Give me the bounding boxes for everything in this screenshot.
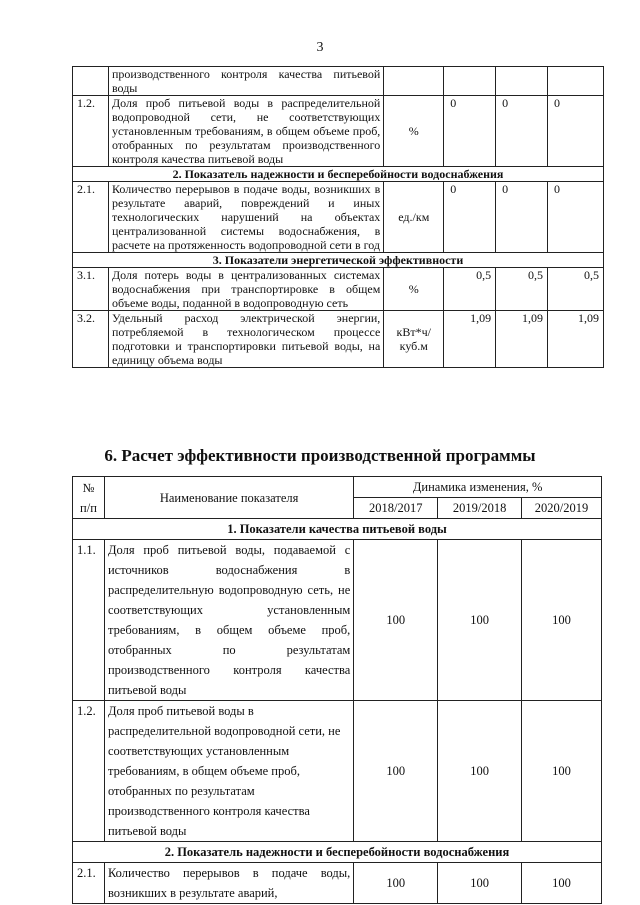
table-row bbox=[73, 863, 602, 904]
row-unit: % bbox=[384, 268, 444, 311]
row-value: 0 bbox=[444, 96, 496, 167]
table-row bbox=[73, 67, 604, 96]
row-value: 0,5 bbox=[548, 268, 604, 311]
row-number: 1.1. bbox=[73, 540, 105, 701]
row-number: 2.1. bbox=[73, 863, 105, 904]
row-number: 1.2. bbox=[73, 96, 109, 167]
row-value: 100 bbox=[438, 701, 522, 842]
header-dynamics: Динамика изменения, % bbox=[354, 477, 602, 498]
row-number: 3.1. bbox=[73, 268, 109, 311]
row-value: 100 bbox=[438, 540, 522, 701]
row-number: 3.2. bbox=[73, 311, 109, 368]
row-description: Количество перерывов в подаче воды, возникших в результате аварий, bbox=[104, 863, 353, 904]
row-unit: % bbox=[384, 96, 444, 167]
header-year: 2019/2018 bbox=[438, 498, 522, 519]
table-row bbox=[73, 311, 604, 368]
section-header bbox=[73, 842, 602, 863]
row-value: 0 bbox=[548, 96, 604, 167]
indicators-table bbox=[72, 66, 604, 368]
section-header bbox=[73, 253, 604, 268]
row-value: 1,09 bbox=[444, 311, 496, 368]
table-row bbox=[73, 96, 604, 167]
row-value: 1,09 bbox=[496, 311, 548, 368]
row-value: 100 bbox=[354, 540, 438, 701]
header-name: Наименование показателя bbox=[104, 477, 353, 519]
row-description: производственного контроля качества питьевой воды bbox=[108, 67, 383, 96]
row-value: 0 bbox=[496, 182, 548, 253]
section-title: 1. Показатели качества питьевой воды bbox=[73, 519, 602, 540]
header-year: 2018/2017 bbox=[354, 498, 438, 519]
section-header bbox=[73, 519, 602, 540]
row-number: 2.1. bbox=[73, 182, 109, 253]
row-value: 100 bbox=[438, 863, 522, 904]
row-value: 0,5 bbox=[444, 268, 496, 311]
table-row bbox=[73, 540, 602, 701]
row-description: Удельный расход электрической энергии, потребляемой в технологическом процессе подготовки и транспортировки питьевой воды, на единицу объема воды bbox=[108, 311, 383, 368]
row-unit: ед./км bbox=[384, 182, 444, 253]
row-number: 1.2. bbox=[73, 701, 105, 842]
row-value: 0,5 bbox=[496, 268, 548, 311]
section-heading: 6. Расчет эффективности производственной программы bbox=[104, 446, 536, 465]
header-year: 2020/2019 bbox=[522, 498, 602, 519]
row-description: Количество перерывов в подаче воды, возникших в результате аварий, повреждений и иных технологических нарушений на объектах централизованной системы водоснабжения, в расчете на протяженность водопроводной сети в год bbox=[108, 182, 383, 253]
row-value: 0 bbox=[548, 182, 604, 253]
row-description: Доля проб питьевой воды в распределительной водопроводной сети, не соответствующих установленным требованиям, в общем объеме проб, отобранных по результатам производственного контроля качества питьевой воды bbox=[108, 96, 383, 167]
row-value: 0 bbox=[444, 182, 496, 253]
row-description: Доля потерь воды в централизованных системах водоснабжения при транспортировке в общем объеме воды, поданной в водопроводную сеть bbox=[108, 268, 383, 311]
section-title: 3. Показатели энергетической эффективности bbox=[73, 253, 604, 268]
table-row bbox=[73, 701, 602, 842]
table-row bbox=[73, 182, 604, 253]
efficiency-table bbox=[72, 476, 602, 904]
row-number bbox=[73, 67, 109, 96]
table-row bbox=[73, 268, 604, 311]
row-value: 100 bbox=[522, 863, 602, 904]
section-title: 2. Показатель надежности и бесперебойности водоснабжения bbox=[73, 842, 602, 863]
row-value: 100 bbox=[354, 701, 438, 842]
section-title: 2. Показатель надежности и бесперебойности водоснабжения bbox=[73, 167, 604, 182]
row-value: 100 bbox=[522, 701, 602, 842]
header-number: № п/п bbox=[73, 477, 105, 519]
row-value: 100 bbox=[522, 540, 602, 701]
section-header bbox=[73, 167, 604, 182]
row-description: Доля проб питьевой воды в распределительной водопроводной сети, не соответствующих установленным требованиям, в общем объеме проб, отобранных по результатам производственного контроля качества питьевой воды bbox=[104, 701, 353, 842]
row-value: 1,09 bbox=[548, 311, 604, 368]
row-description: Доля проб питьевой воды, подаваемой с источников водоснабжения в распределительную водопроводную сеть, не соответствующих установленным требованиям, в общем объеме проб, отобранных по результатам производственного контроля качества питьевой воды bbox=[104, 540, 353, 701]
row-value: 0 bbox=[496, 96, 548, 167]
row-value: 100 bbox=[354, 863, 438, 904]
row-unit: кВт*ч/ куб.м bbox=[384, 311, 444, 368]
page-number: 3 bbox=[316, 40, 324, 55]
